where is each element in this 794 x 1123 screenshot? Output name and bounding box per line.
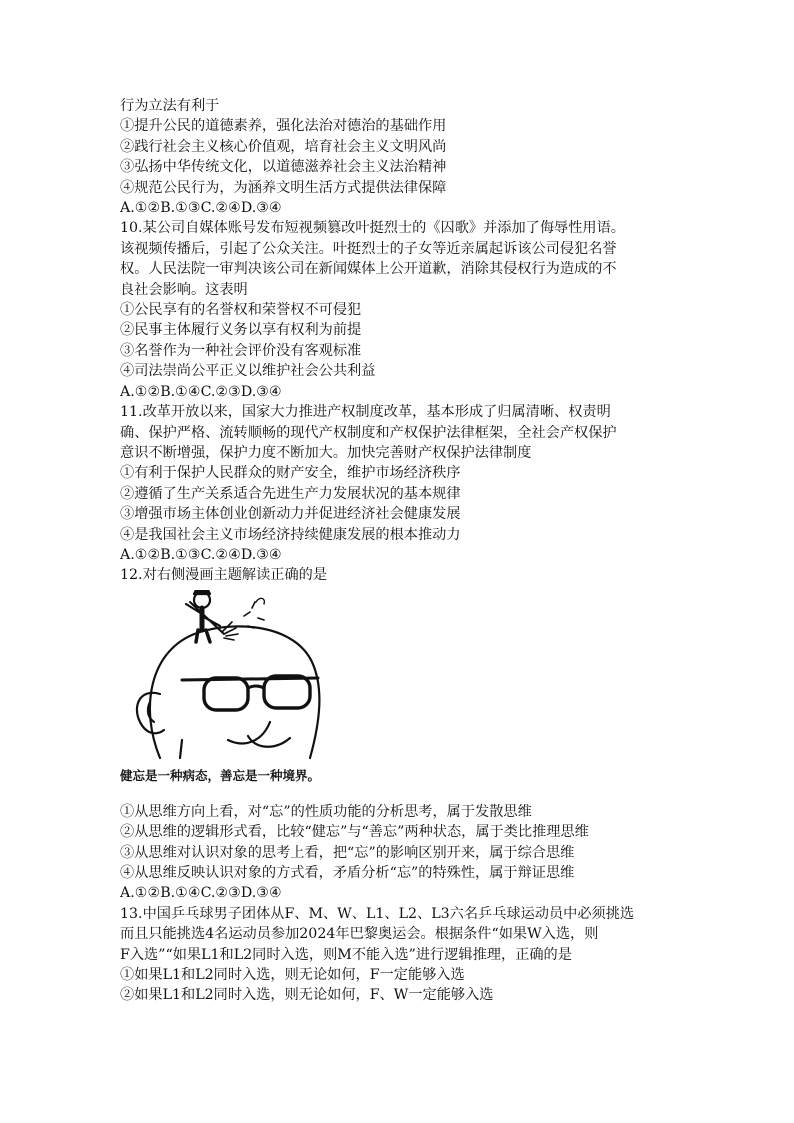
q9-option-2: ②践行社会主义核心价值观，培育社会主义文明风尚 <box>120 138 447 155</box>
q11-option-3: ③增强市场主体创业创新动力并促进经济社会健康发展 <box>120 506 461 523</box>
q12-option-1: ①从思维方向上看，对“忘”的性质功能的分析思考，属于发散思维 <box>120 803 532 820</box>
q10-stem-line-4: 良社会影响。这表明 <box>120 281 248 298</box>
q10-option-3: ③名誉作为一种社会评价没有客观标准 <box>120 342 362 359</box>
q9-stem-tail: 行为立法有利于 <box>120 98 220 114</box>
q12-option-4: ④从思维反映认识对象的方式看，矛盾分析“忘”的特殊性，属于辩证思维 <box>120 864 575 881</box>
q13-option-1: ①如果L1和L2同时入选，则无论如何，F一定能够入选 <box>120 967 465 983</box>
q12-answer-choices: A.①②B.①④C.②③D.③④ <box>120 885 282 902</box>
exam-page <box>120 96 680 1006</box>
cartoon-caption: 健忘是一种病态，善忘是一种境界。 <box>120 767 321 783</box>
q11-option-2: ②遵循了生产关系适合先进生产力发展状况的基本规律 <box>120 485 461 502</box>
q11-option-4: ④是我国社会主义市场经济持续健康发展的根本推动力 <box>120 526 461 543</box>
q10-option-2: ②民事主体履行义务以享有权利为前提 <box>120 322 362 339</box>
q10-option-1: ①公民享有的名誉权和荣誉权不可侵犯 <box>120 302 362 319</box>
q9-option-1: ①提升公民的道德素养，强化法治对德治的基础作用 <box>120 118 447 135</box>
q13-stem-line-2: 而且只能挑选4名运动员参加2024年巴黎奥运会。根据条件“如果W入选，则 <box>120 926 599 943</box>
cartoon-figure <box>120 590 330 788</box>
cartoon-drawing <box>120 590 330 762</box>
q13-option-2: ②如果L1和L2同时入选，则无论如何，F、W一定能够入选 <box>120 987 494 1004</box>
q9-option-3: ③弘扬中华传统文化，以道德滋养社会主义法治精神 <box>120 159 447 176</box>
q10-stem-line-2: 该视频传播后，引起了公众关注。叶挺烈士的子女等近亲属起诉该公司侵犯名誉 <box>120 240 617 257</box>
q10-option-4: ④司法崇尚公平正义以维护社会公共利益 <box>120 363 376 380</box>
q9-answer-choices: A.①②B.①③C.②④D.③④ <box>120 200 282 217</box>
q12-option-3: ③从思维对认识对象的思考上看，把“忘”的影响区别开来，属于综合思维 <box>120 844 575 861</box>
q11-stem-line-1: 11.改革开放以来，国家大力推进产权制度改革，基本形成了归属清晰、权责明 <box>120 404 611 421</box>
q12-option-2: ②从思维的逻辑形式看，比较“健忘”与“善忘”两种状态，属于类比推理思维 <box>120 824 589 841</box>
q9-option-4: ④规范公民行为，为涵养文明生活方式提供法律保障 <box>120 179 447 196</box>
q11-stem-line-3: 意识不断增强，保护力度不断加大。加快完善财产权保护法律制度 <box>120 444 532 461</box>
q10-answer-choices: A.①②B.①④C.②③D.③④ <box>120 383 282 400</box>
q11-option-1: ①有利于保护人民群众的财产安全，维护市场经济秩序 <box>120 465 461 482</box>
q13-stem-line-3: F入选”“如果L1和L2同时入选，则M不能入选”进行逻辑推理，正确的是 <box>120 946 572 963</box>
q13-stem-line-1: 13.中国乒乓球男子团体从F、M、W、L1、L2、L3六名乒乓球运动员中必须挑选 <box>120 905 635 922</box>
q11-stem-line-2: 确、保护严格、流转顺畅的现代产权制度和产权保护法律框架，全社会产权保护 <box>120 424 617 441</box>
q12-stem: 12.对右侧漫画主题解读正确的是 <box>120 567 328 584</box>
q11-answer-choices: A.①②B.①③C.②④D.③④ <box>120 546 282 563</box>
q10-stem-line-3: 权。人民法院一审判决该公司在新闻媒体上公开道歉，消除其侵权行为造成的不 <box>120 261 617 278</box>
q10-stem-line-1: 10.某公司自媒体账号发布短视频篡改叶挺烈士的《囚歌》并添加了侮辱性用语。 <box>120 220 625 237</box>
